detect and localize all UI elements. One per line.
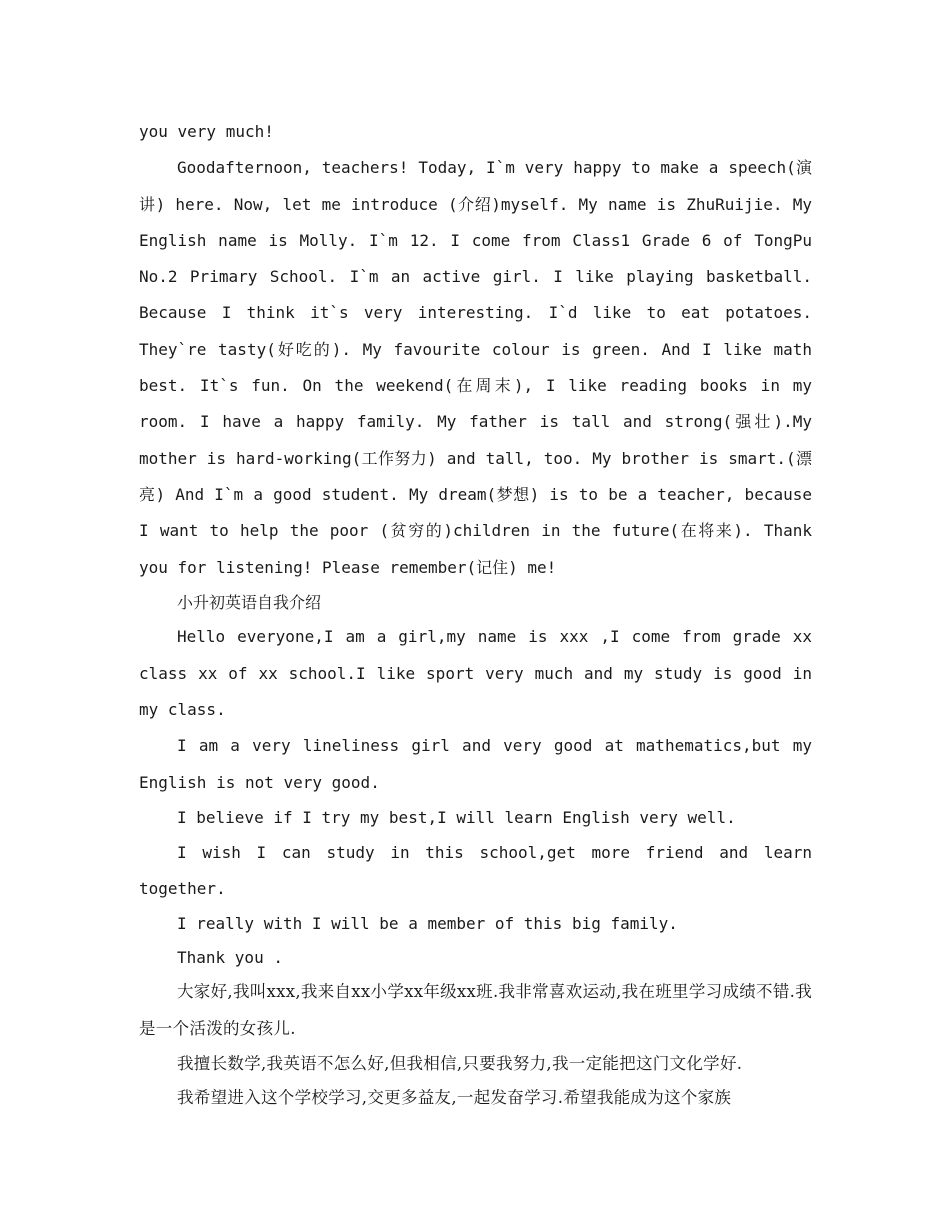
- paragraph-member-family: I really with I will be a member of this big family.: [177, 914, 678, 934]
- paragraph-chinese-intro: 大家好,我叫xxx,我来自xx小学xx年级xx班.我非常喜欢运动,我在班里学习成绩不错.我是一个活泼的女孩儿.: [139, 982, 812, 1038]
- paragraph-hello-everyone: Hello everyone,I am a girl,my name is xxx ,I come from grade xx class xx of xx school.I like sport very much and my study is good in my class.: [139, 627, 812, 720]
- section-heading: 小升初英语自我介绍: [177, 592, 322, 612]
- paragraph-thank-you: Thank you .: [177, 947, 283, 967]
- paragraph-lineliness-girl: I am a very lineliness girl and very good at mathematics,but my English is not very good.: [139, 736, 812, 792]
- paragraph-wish-study: I wish I can study in this school,get more friend and learn together.: [139, 842, 812, 898]
- paragraph-chinese-math: 我擅长数学,我英语不怎么好,但我相信,只要我努力,我一定能把这门文化学好.: [177, 1053, 743, 1073]
- document-body: [139, 114, 812, 1114]
- paragraph-chinese-school: 我希望进入这个学校学习,交更多益友,一起发奋学习.希望我能成为这个家族: [177, 1087, 732, 1107]
- paragraph-believe: I believe if I try my best,I will learn English very well.: [177, 807, 736, 827]
- paragraph-speech-zhu-ruijie: Goodafternoon, teachers! Today, I`m very happy to make a speech(演讲) here. Now, let me introduce (介绍)myself. My name is ZhuRuijie. My English name is Molly. I`m 12. I come from Class1 Grade 6 of TongPu No.2 Primary School. I`m an active girl. I like playing basketball. Because I think it`s very interesting. I`d like to eat potatoes. They`re tasty(好吃的). My favourite colour is green. And I like math best. It`s fun. On the weekend(在周末), I like reading books in my room. I have a happy family. My father is tall and strong(强壮).My mother is hard-working(工作努力) and tall, too. My brother is smart.(漂亮) And I`m a good student. My dream(梦想) is to be a teacher, because I want to help the poor (贫穷的)children in the future(在将来). Thank you for listening! Please remember(记住) me!: [139, 158, 812, 577]
- paragraph-closing-fragment: you very much!: [139, 122, 274, 141]
